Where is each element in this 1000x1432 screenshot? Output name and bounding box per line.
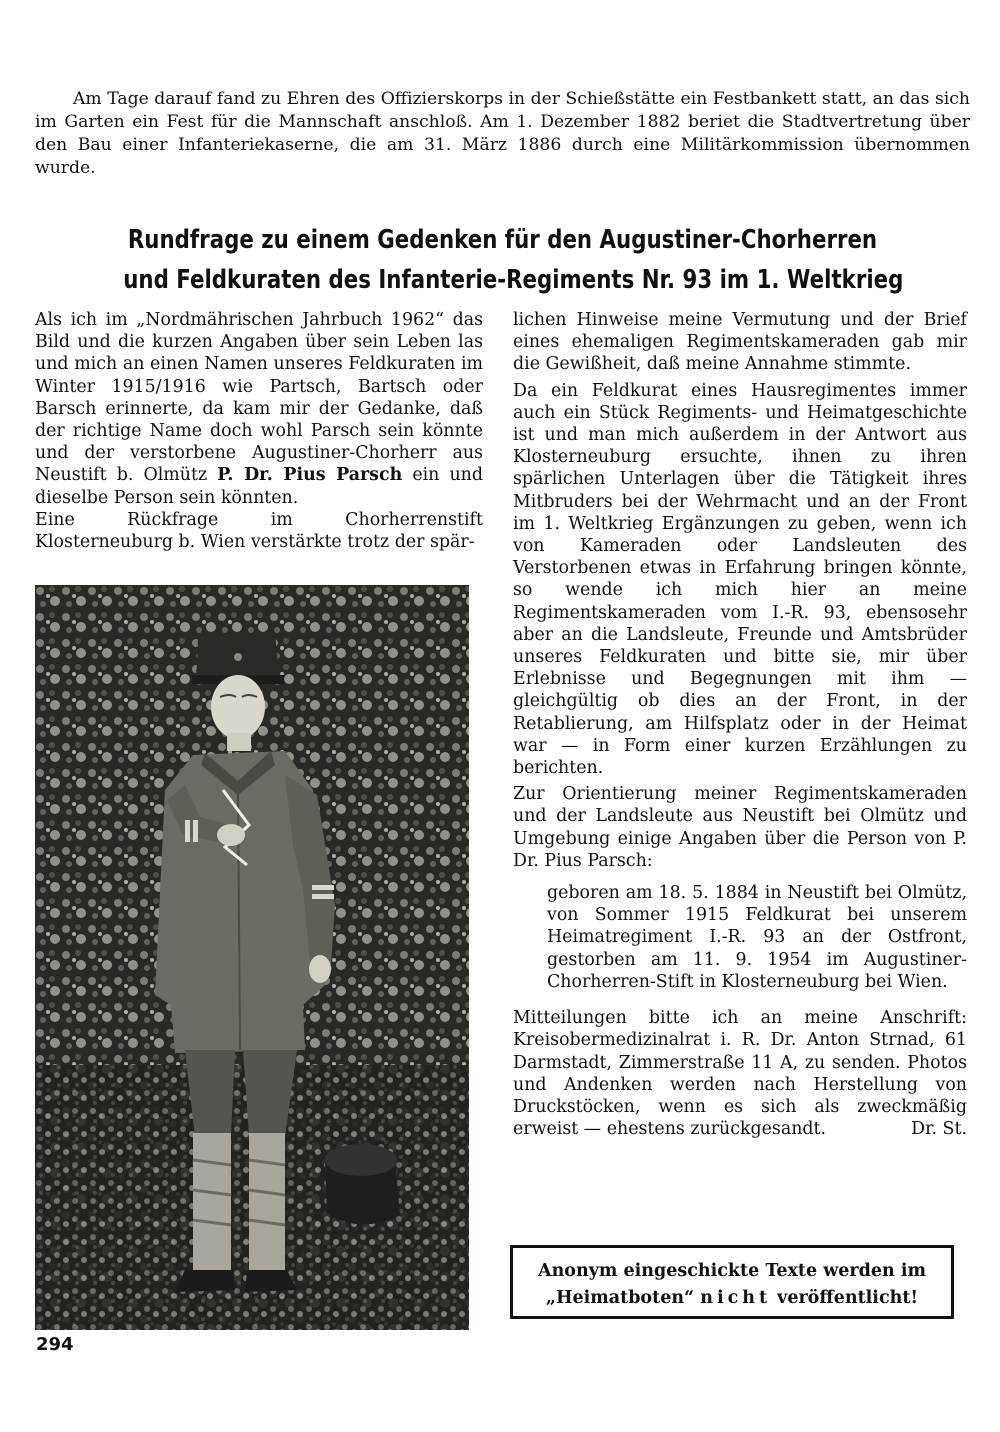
right-column <box>513 309 967 1140</box>
left-p1-text-end: ein und dieselbe Person sein könnten. <box>35 465 483 508</box>
notice-publication-name: „Heimatboten“ <box>545 1288 695 1308</box>
left-p1-text: Als ich im „Nordmährischen Jahrbuch 1962“ das Bild und die kurzen Angaben über sein Leben las und mich an einen Namen unseres Feldkuraten im Winter 1915/1916 wie Partsch, Bartsch oder Barsch erinnerte, da kam mir der Gedanke, daß der richtige Name doch wohl Parsch sein könnte und der verstorbene Augustiner-Chorherr aus Neustift b. Olmütz <box>35 310 483 486</box>
notice-line-2 <box>521 1285 943 1312</box>
left-paragraph-1 <box>35 309 483 509</box>
left-column <box>35 309 483 553</box>
portrait-photo <box>35 585 469 1330</box>
right-paragraph-1: lichen Hinweise meine Vermutung und der Brief eines ehemaligen Regimentskameraden gab mir die Gewißheit, daß meine Annahme stimmte. <box>513 310 967 375</box>
notice-box <box>510 1245 954 1319</box>
soldier-portrait-image <box>35 585 469 1330</box>
contact-text: Mitteilungen bitte ich an meine Anschrift: Kreisobermedizinalrat i. R. Dr. Anton Strnad, 61 Darmstadt, Zimmerstraße 11 A, zu senden. Photos und Andenken werden nach Herstellung von Druckstöcken, wenn es sich als zweckmäßig erweist — ehestens zurückgesandt. <box>513 1008 967 1140</box>
notice-line-1: Anonym eingeschickte Texte werden im <box>538 1261 926 1281</box>
biography-block: geboren am 18. 5. 1884 in Neustift bei Olmütz, von Sommer 1915 Feldkurat bei unserem Heimatregiment I.-R. 93 an der Ostfront, gestorben am 11. 9. 1954 im Augustiner-Chorherren-Stift in Klosterneuburg bei Wien. <box>547 883 967 992</box>
article-headline <box>123 220 904 300</box>
notice-emphasis: nicht <box>700 1288 772 1308</box>
contact-paragraph <box>513 1007 967 1140</box>
right-paragraph-3: Zur Orientierung meiner Regimentskameraden und der Landsleute aus Neustift bei Olmütz und Umgebung einige Angaben über die Person von P. Dr. Pius Parsch: <box>513 784 967 871</box>
intro-paragraph: Am Tage darauf fand zu Ehren des Offizierskorps in der Schießstätte ein Festbankett statt, an das sich im Garten ein Fest für die Mannschaft anschloß. Am 1. Dezember 1882 beriet die Stadtvertretung über den Bau einer Infanteriekaserne, die am 31. März 1886 durch eine Militärkommission übernommen wurde. <box>35 89 970 178</box>
left-paragraph-2: Eine Rückfrage im Chorherrenstift Klosterneuburg b. Wien verstärkte trotz der spär- <box>35 509 483 553</box>
person-name: P. Dr. Pius Parsch <box>217 465 403 486</box>
headline-line-1: Rundfrage zu einem Gedenken für den Augustiner-Chorherren <box>127 225 878 255</box>
page-number: 294 <box>36 1334 74 1355</box>
headline-line-2: und Feldkuraten des Infanterie-Regiments Nr. 93 im 1. Weltkrieg <box>123 265 904 295</box>
author-signature: Dr. St. <box>911 1119 967 1140</box>
right-paragraph-2: Da ein Feldkurat eines Hausregimentes immer auch ein Stück Regiments- und Heimatgeschichte ist und man mich außerdem in der Antwort aus Klosterneuburg ersuchte, ihnen zu ihren spärlichen Unterlagen über die Tätigkeit ihres Mitbruders bei der Wehrmacht und an der Front im 1. Weltkrieg Ergänzungen zu geben, wenn ich von Kameraden oder Landsleuten des Verstorbenen etwas in Erfahrung bringen könnte, so wende ich mich hier an meine Regimentskameraden vom I.-R. 93, ebensosehr aber an die Landsleute, Freunde und Amtsbrüder unseres Feldkuraten und bitte sie, mir über Erlebnisse und Begegnungen mit ihm — gleichgültig ob dies an der Front, in der Retablierung, am Hilfsplatz oder in der Heimat war — in Form einer kurzen Erzählungen zu berichten. <box>513 380 967 779</box>
notice-ending: veröffentlicht! <box>777 1288 919 1308</box>
